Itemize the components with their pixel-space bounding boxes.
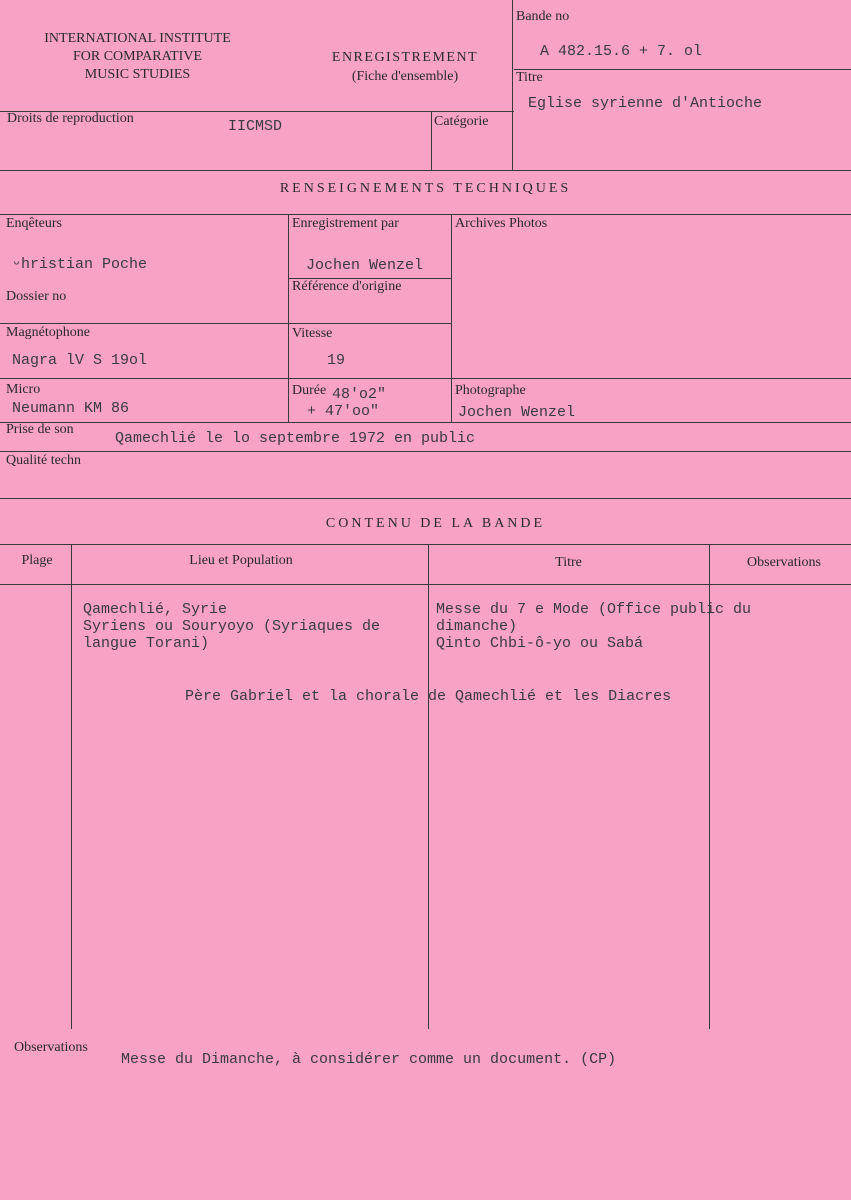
enregistrement-label: Enregistrement par (292, 216, 399, 231)
prise-de-son-value: Qamechlié le lo septembre 1972 en public (115, 430, 476, 447)
divider (0, 378, 851, 379)
titre-value: Eglise syrienne d'Antioche (528, 95, 763, 112)
titre-line: Messe du 7 e Mode (Office public du (436, 601, 752, 618)
divider (0, 323, 451, 324)
dossier-label: Dossier no (6, 289, 67, 304)
archives-photos-label: Archives Photos (455, 216, 548, 231)
column-header-plage: Plage (21, 553, 53, 568)
droits-value: IICMSD (228, 118, 283, 135)
observations-label: Observations (14, 1040, 88, 1055)
micro-label: Micro (6, 382, 41, 397)
divider (0, 584, 851, 585)
duree-label: Durée (292, 383, 327, 398)
magnetophone-label: Magnétophone (6, 325, 90, 340)
column-header-titre: Titre (555, 555, 582, 570)
institute-name-line2: FOR COMPARATIVE (72, 49, 202, 64)
enregistrement-value: Jochen Wenzel (306, 257, 424, 274)
titre-line: dimanche) (436, 618, 518, 635)
divider (514, 69, 851, 70)
bande-value: A 482.15.6 + 7. ol (540, 43, 703, 60)
divider (288, 214, 289, 422)
vitesse-label: Vitesse (292, 326, 333, 341)
divider (512, 0, 513, 170)
divider (0, 170, 851, 171)
qualite-label: Qualité techn (6, 453, 82, 468)
divider (0, 214, 851, 215)
divider (431, 111, 432, 170)
enqueteurs-value: ᵕhristian Poche (12, 256, 148, 273)
magnetophone-value: Nagra lV S 19ol (12, 352, 148, 369)
divider (0, 451, 851, 452)
reference-label: Référence d'origine (292, 279, 402, 294)
divider (428, 544, 429, 1029)
column-header-lieu: Lieu et Population (189, 553, 293, 568)
micro-value: Neumann KM 86 (12, 400, 130, 417)
bande-label: Bande no (516, 9, 570, 24)
performers-line: Père Gabriel et la chorale de Qamechlié et les Diacres (185, 688, 672, 705)
lieu-line: Syriens ou Souryoyo (Syriaques de (83, 618, 381, 635)
titre-label: Titre (516, 70, 543, 85)
divider (0, 498, 851, 499)
column-header-observations: Observations (747, 555, 821, 570)
lieu-line: langue Torani) (83, 635, 210, 652)
form-title: ENREGISTREMENT (331, 50, 479, 65)
observations-value: Messe du Dimanche, à considérer comme un document. (CP) (121, 1051, 617, 1068)
enqueteurs-label: Enqêteurs (6, 216, 62, 231)
titre-line: Qinto Chbi-ô-yo ou Sabá (436, 635, 644, 652)
technical-section-title: RENSEIGNEMENTS TECHNIQUES (279, 181, 572, 196)
vitesse-value: 19 (327, 352, 346, 369)
divider (71, 544, 72, 1029)
institute-name-line3: MUSIC STUDIES (84, 67, 191, 82)
divider (451, 214, 452, 422)
institute-name-line1: INTERNATIONAL INSTITUTE (44, 31, 231, 46)
categorie-label: Catégorie (434, 114, 489, 129)
prise-de-son-label: Prise de son (6, 422, 74, 437)
droits-label: Droits de reproduction (7, 111, 134, 126)
duree-value-2: + 47'oo" (307, 403, 380, 420)
photographe-label: Photographe (455, 383, 526, 398)
lieu-line: Qamechlié, Syrie (83, 601, 228, 618)
form-subtitle: (Fiche d'ensemble) (351, 69, 459, 84)
divider (0, 544, 851, 545)
photographe-value: Jochen Wenzel (458, 404, 576, 421)
contents-section-title: CONTENU DE LA BANDE (325, 516, 546, 531)
divider (0, 422, 851, 423)
duree-value-1: 48'o2" (332, 386, 387, 403)
